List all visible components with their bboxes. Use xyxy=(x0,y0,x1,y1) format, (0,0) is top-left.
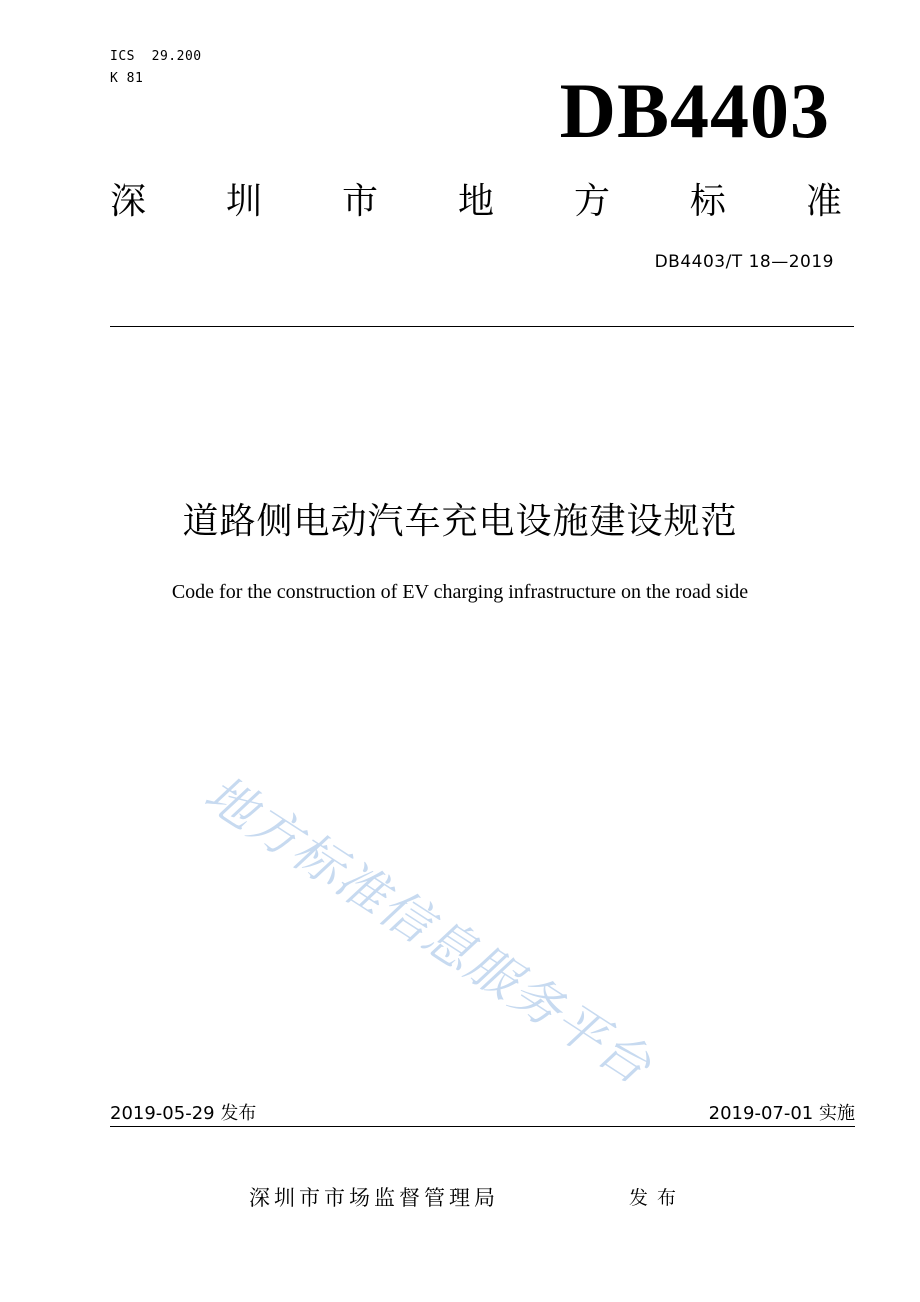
standard-type-char: 深 xyxy=(110,181,147,222)
header-divider xyxy=(110,326,854,327)
standard-type-char: 标 xyxy=(689,181,726,222)
implementation-date: 2019-07-01 实施 xyxy=(708,1103,855,1124)
standard-type-char: 圳 xyxy=(225,181,262,222)
ics-code: ICS 29.200 xyxy=(110,49,202,64)
standard-type-char: 准 xyxy=(805,181,842,222)
standard-logo: DB4403 xyxy=(559,67,830,154)
classification-codes xyxy=(110,46,202,90)
document-title-chinese: 道路侧电动汽车充电设施建设规范 xyxy=(182,501,738,542)
publishing-authority: 深圳市市场监督管理局 xyxy=(249,1186,499,1210)
standard-type-char: 市 xyxy=(341,181,378,222)
date-row xyxy=(110,1100,855,1128)
ccs-code: K 81 xyxy=(110,71,144,86)
standard-type-char: 地 xyxy=(457,181,494,222)
issue-date: 2019-05-29 发布 xyxy=(110,1103,257,1124)
watermark: 地方标准信息服务平台 xyxy=(194,764,663,1097)
document-title-english: Code for the construction of EV charging infrastructure on the road side xyxy=(171,581,749,603)
standard-type-heading xyxy=(110,178,842,226)
footer-divider xyxy=(110,1126,855,1127)
publish-label: 发布 xyxy=(629,1187,686,1209)
standard-type-char: 方 xyxy=(573,181,610,222)
standard-number: DB4403/T 18—2019 xyxy=(654,252,834,272)
